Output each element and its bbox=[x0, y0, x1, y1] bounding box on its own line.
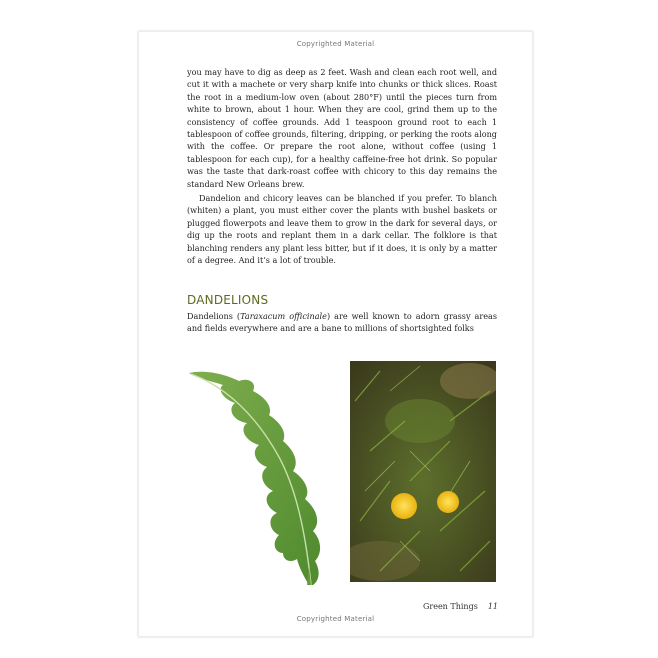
dandelion-leaf-image bbox=[187, 367, 347, 587]
copyright-watermark-bottom: Copyrighted Material bbox=[296, 615, 375, 623]
paragraph-text: you may have to dig as deep as 2 feet. Wash and clean each root well, and cut it with a machete or very sharp knife into chunks or thick slices. Roast the root in a medium-low oven (about 280°F) until the pieces turn from white to brown, about 1 hour. When they are cool, grind them up to the consistency of coffee grounds. Add 1 teaspoon ground root to each 1 tablespoon of coffee grounds, filtering, dripping, or perking the roots along with the coffee. Or prepare the root alone, without coffee (using 1 tablespoon for each cup), for a healthy caffeine-free hot drink. So popular was the taste that dark-roast coffee with chicory to this day remains the standard New Orleans brew. bbox=[187, 67, 497, 189]
paragraph-blanching bbox=[187, 192, 497, 266]
intro-text-end: ) are well known to adorn grassy areas and fields everywhere and are a bane to millions of shortsighted folks bbox=[187, 311, 497, 334]
copyright-watermark-top: Copyrighted Material bbox=[296, 40, 375, 48]
page-number: 11 bbox=[487, 602, 498, 611]
dandelion-flowers-photo bbox=[350, 361, 496, 582]
page-footer bbox=[423, 602, 498, 611]
paragraph-text: Dandelion and chicory leaves can be blanched if you prefer. To blanch (whiten) a plant, you must either cover the plants with bushel baskets or plugged flowerpots and leave them to grow in the dark for several days, or dig up the roots and replant them in a dark cellar. The folklore is that blanching renders any plant less bitter, but if it does, it is only by a matter of a degree. And it’s a lot of trouble. bbox=[187, 193, 497, 266]
intro-text-start: Dandelions ( bbox=[187, 311, 241, 321]
section-heading: DANDELIONS bbox=[187, 293, 269, 307]
book-page bbox=[138, 31, 533, 637]
paragraph-roasting-root bbox=[187, 66, 497, 190]
running-title: Green Things bbox=[423, 602, 478, 611]
paragraph-text bbox=[187, 310, 497, 335]
paragraph-dandelions-intro bbox=[187, 310, 497, 335]
latin-name: Taraxacum officinale bbox=[240, 311, 327, 321]
